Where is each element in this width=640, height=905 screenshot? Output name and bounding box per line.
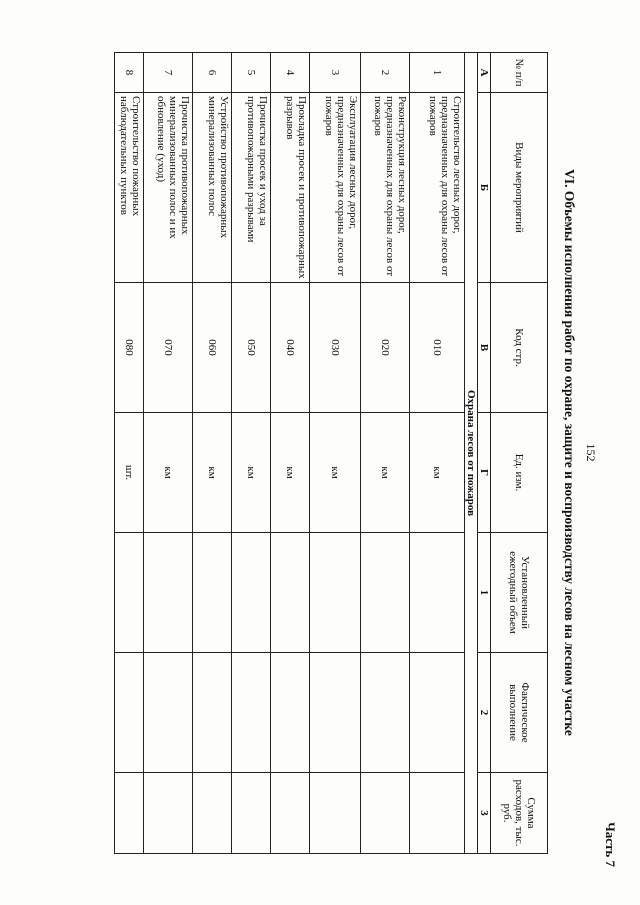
row-num: 6 [193,53,232,93]
row-code: 010 [410,283,465,413]
row-fact [271,653,310,773]
row-activity: Прокладка просек и противопожарных разрывов [271,93,310,283]
row-code: 050 [232,283,271,413]
row-fact [193,653,232,773]
row-cost [232,773,271,854]
row-fact [310,653,361,773]
letter-plan: 1 [478,533,491,653]
row-unit: шт. [115,413,144,533]
row-code: 080 [115,283,144,413]
row-activity: Прочистка просек и уход за противопожарными разрывами [232,93,271,283]
row-plan [115,533,144,653]
row-plan [144,533,193,653]
table-row [410,53,465,854]
letter-unit: Г [478,413,491,533]
row-cost [271,773,310,854]
row-cost [410,773,465,854]
section-row [465,53,478,854]
table-row [361,53,410,854]
row-unit: км [144,413,193,533]
row-fact [232,653,271,773]
row-code: 040 [271,283,310,413]
row-activity: Строительство лесных дорог, предназначенных для охраны лесов от пожаров [410,93,465,283]
row-cost [361,773,410,854]
row-unit: км [310,413,361,533]
col-header-fact: Фактическое выполнение [491,653,548,773]
row-unit: км [193,413,232,533]
row-activity: Эксплуатация лесных дорог, предназначенных для охраны лесов от пожаров [310,93,361,283]
row-code: 020 [361,283,410,413]
row-plan [361,533,410,653]
works-table [114,52,548,854]
row-fact [361,653,410,773]
col-header-name: Виды мероприятий [491,93,548,283]
row-activity: Строительство пожарных наблюдательных пунктов [115,93,144,283]
row-cost [144,773,193,854]
row-unit: км [271,413,310,533]
row-fact [144,653,193,773]
part-label: Часть 7 [603,822,618,867]
row-cost [310,773,361,854]
table-row [310,53,361,854]
letter-fact: 2 [478,653,491,773]
col-header-num: № п/п [491,53,548,93]
row-fact [115,653,144,773]
row-cost [193,773,232,854]
row-plan [232,533,271,653]
letter-name: Б [478,93,491,283]
row-num: 4 [271,53,310,93]
works-table-wrapper [114,52,548,853]
page-number: 152 [584,443,598,462]
row-unit: км [361,413,410,533]
row-code: 030 [310,283,361,413]
row-num: 7 [144,53,193,93]
table-row [232,53,271,854]
row-cost [115,773,144,854]
row-num: 3 [310,53,361,93]
row-fact [410,653,465,773]
row-plan [193,533,232,653]
section-title: VI. Объемы исполнения работ по охране, защите и воспроизводству лесов на лесном участке [562,169,577,736]
section-row-title: Охрана лесов от пожаров [465,53,478,854]
row-activity: Прочистка противопожарных минерализованных полос и их обновление (уход) [144,93,193,283]
row-num: 5 [232,53,271,93]
table-row [115,53,144,854]
row-activity: Реконструкция лесных дорог, предназначенных для охраны лесов от пожаров [361,93,410,283]
col-header-code: Код стр. [491,283,548,413]
column-letters-row [478,53,491,854]
row-num: 1 [410,53,465,93]
table-header-row [491,53,548,854]
row-num: 8 [115,53,144,93]
row-activity: Устройство противопожарных минерализованных полос [193,93,232,283]
row-unit: км [232,413,271,533]
row-code: 060 [193,283,232,413]
col-header-unit: Ед. изм. [491,413,548,533]
row-num: 2 [361,53,410,93]
row-code: 070 [144,283,193,413]
col-header-cost: Сумма расходов, тыс. руб. [491,773,548,854]
row-plan [410,533,465,653]
table-row [144,53,193,854]
row-unit: км [410,413,465,533]
col-header-plan: Установленный ежегодный объем [491,533,548,653]
letter-code: В [478,283,491,413]
letter-num: А [478,53,491,93]
row-plan [271,533,310,653]
letter-cost: 3 [478,773,491,854]
table-row [271,53,310,854]
table-row [193,53,232,854]
row-plan [310,533,361,653]
